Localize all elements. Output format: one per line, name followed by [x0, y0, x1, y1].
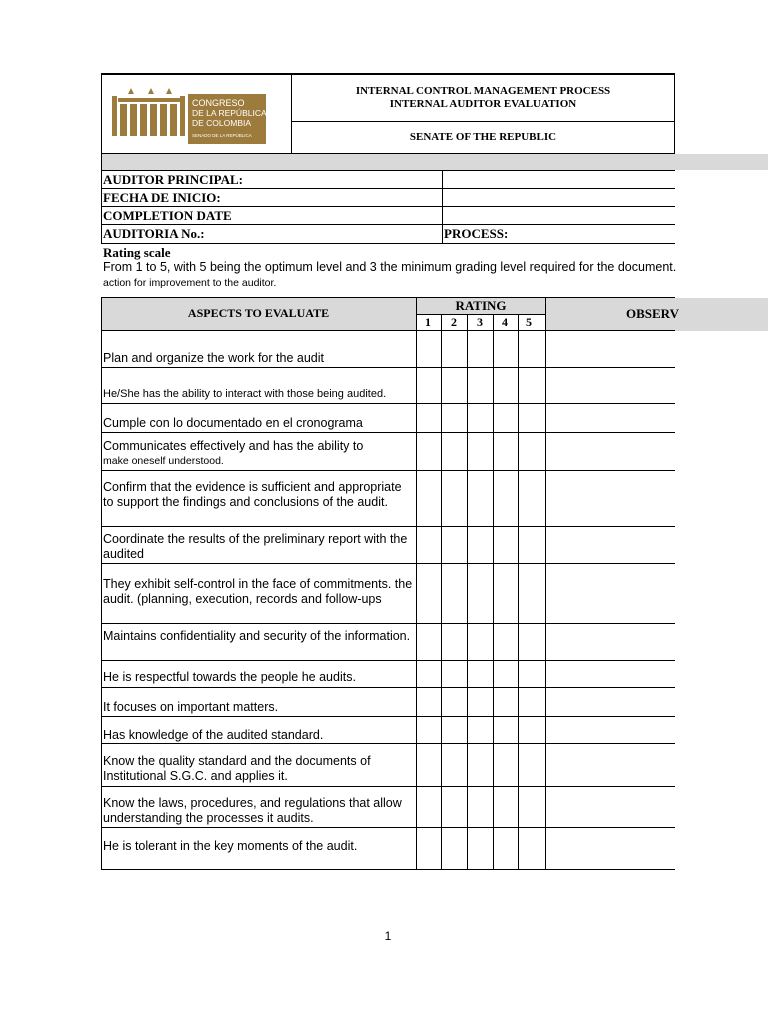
aspect-row-4-sub: make oneself understood.	[103, 455, 224, 467]
auditoria-no-label: AUDITORIA No.:	[103, 226, 205, 241]
congress-logo	[110, 86, 270, 146]
header-right-border	[674, 73, 675, 154]
capitol-icon	[112, 88, 185, 136]
header-subtitle: SENATE OF THE REPUBLIC	[409, 131, 557, 143]
aspect-row-9: He is respectful towards the people he audits.	[103, 670, 356, 684]
process-label: PROCESS:	[444, 226, 509, 241]
aspect-row-7: They exhibit self-control in the face of commitments. the audit. (planning, execution, records and follow-ups	[103, 577, 413, 606]
observ-header: OBSERV	[626, 306, 680, 321]
aspect-row-11: Has knowledge of the audited standard.	[103, 728, 324, 742]
header-left-border	[101, 73, 102, 154]
aspect-row-3: Cumple con lo documentado en el cronograma	[103, 416, 363, 430]
logo-line-2: DE LA REPÚBLICA	[192, 108, 267, 118]
auditor-principal-field[interactable]	[443, 171, 674, 188]
rating-scale-note: action for improvement to the auditor.	[103, 277, 277, 289]
rating-4-header: 4	[502, 315, 508, 329]
header-top-border	[101, 73, 675, 75]
aspect-row-2: He/She has the ability to interact with those being audited.	[103, 388, 387, 400]
rating-scale-text: From 1 to 5, with 5 being the optimum level and 3 the minimum grading level required for the document.	[103, 260, 677, 274]
fecha-inicio-label: FECHA DE INICIO:	[103, 190, 221, 205]
logo-line-3: DE COLOMBIA	[192, 118, 252, 128]
completion-date-label: COMPLETION DATE	[103, 208, 232, 223]
aspect-row-6: Coordinate the results of the preliminary report with the audited	[103, 532, 408, 561]
aspect-row-13: Know the laws, procedures, and regulations that allow understanding the processes it audits.	[103, 796, 402, 825]
rating-2-header: 2	[451, 315, 457, 329]
auditor-principal-label: AUDITOR PRINCIPAL:	[103, 172, 243, 187]
header-mid-border	[291, 121, 675, 122]
aspect-row-1: Plan and organize the work for the audit	[103, 351, 324, 365]
rating-scale-title: Rating scale	[103, 245, 171, 260]
page-number: 1	[384, 929, 392, 943]
rating-5-header: 5	[526, 315, 532, 329]
aspect-row-8: Maintains confidentiality and security of the information.	[103, 629, 411, 643]
rating-1-header: 1	[425, 315, 431, 329]
aspect-row-10: It focuses on important matters.	[103, 700, 279, 714]
aspect-row-5: Confirm that the evidence is sufficient and appropriate to support the findings and conclusions of the audit.	[103, 480, 402, 509]
rating-3-header: 3	[477, 315, 483, 329]
header-gray-band	[101, 154, 768, 170]
aspect-row-4: Communicates effectively and has the ability to	[103, 439, 364, 453]
aspects-header: ASPECTS TO EVALUATE	[187, 306, 330, 320]
aspect-row-12: Know the quality standard and the documents of Institutional S.G.C. and applies it.	[103, 754, 371, 783]
logo-line-1: CONGRESO	[192, 98, 245, 108]
completion-date-field[interactable]	[443, 207, 674, 224]
rating-header: RATING	[455, 298, 507, 313]
header-title-2: INTERNAL AUDITOR EVALUATION	[389, 98, 577, 110]
aspect-row-14: He is tolerant in the key moments of the audit.	[103, 839, 358, 853]
fecha-inicio-field[interactable]	[443, 189, 674, 206]
logo-line-4: SENADO DE LA REPÚBLICA	[192, 133, 252, 138]
header-title-1: INTERNAL CONTROL MANAGEMENT PROCESS	[355, 85, 611, 97]
